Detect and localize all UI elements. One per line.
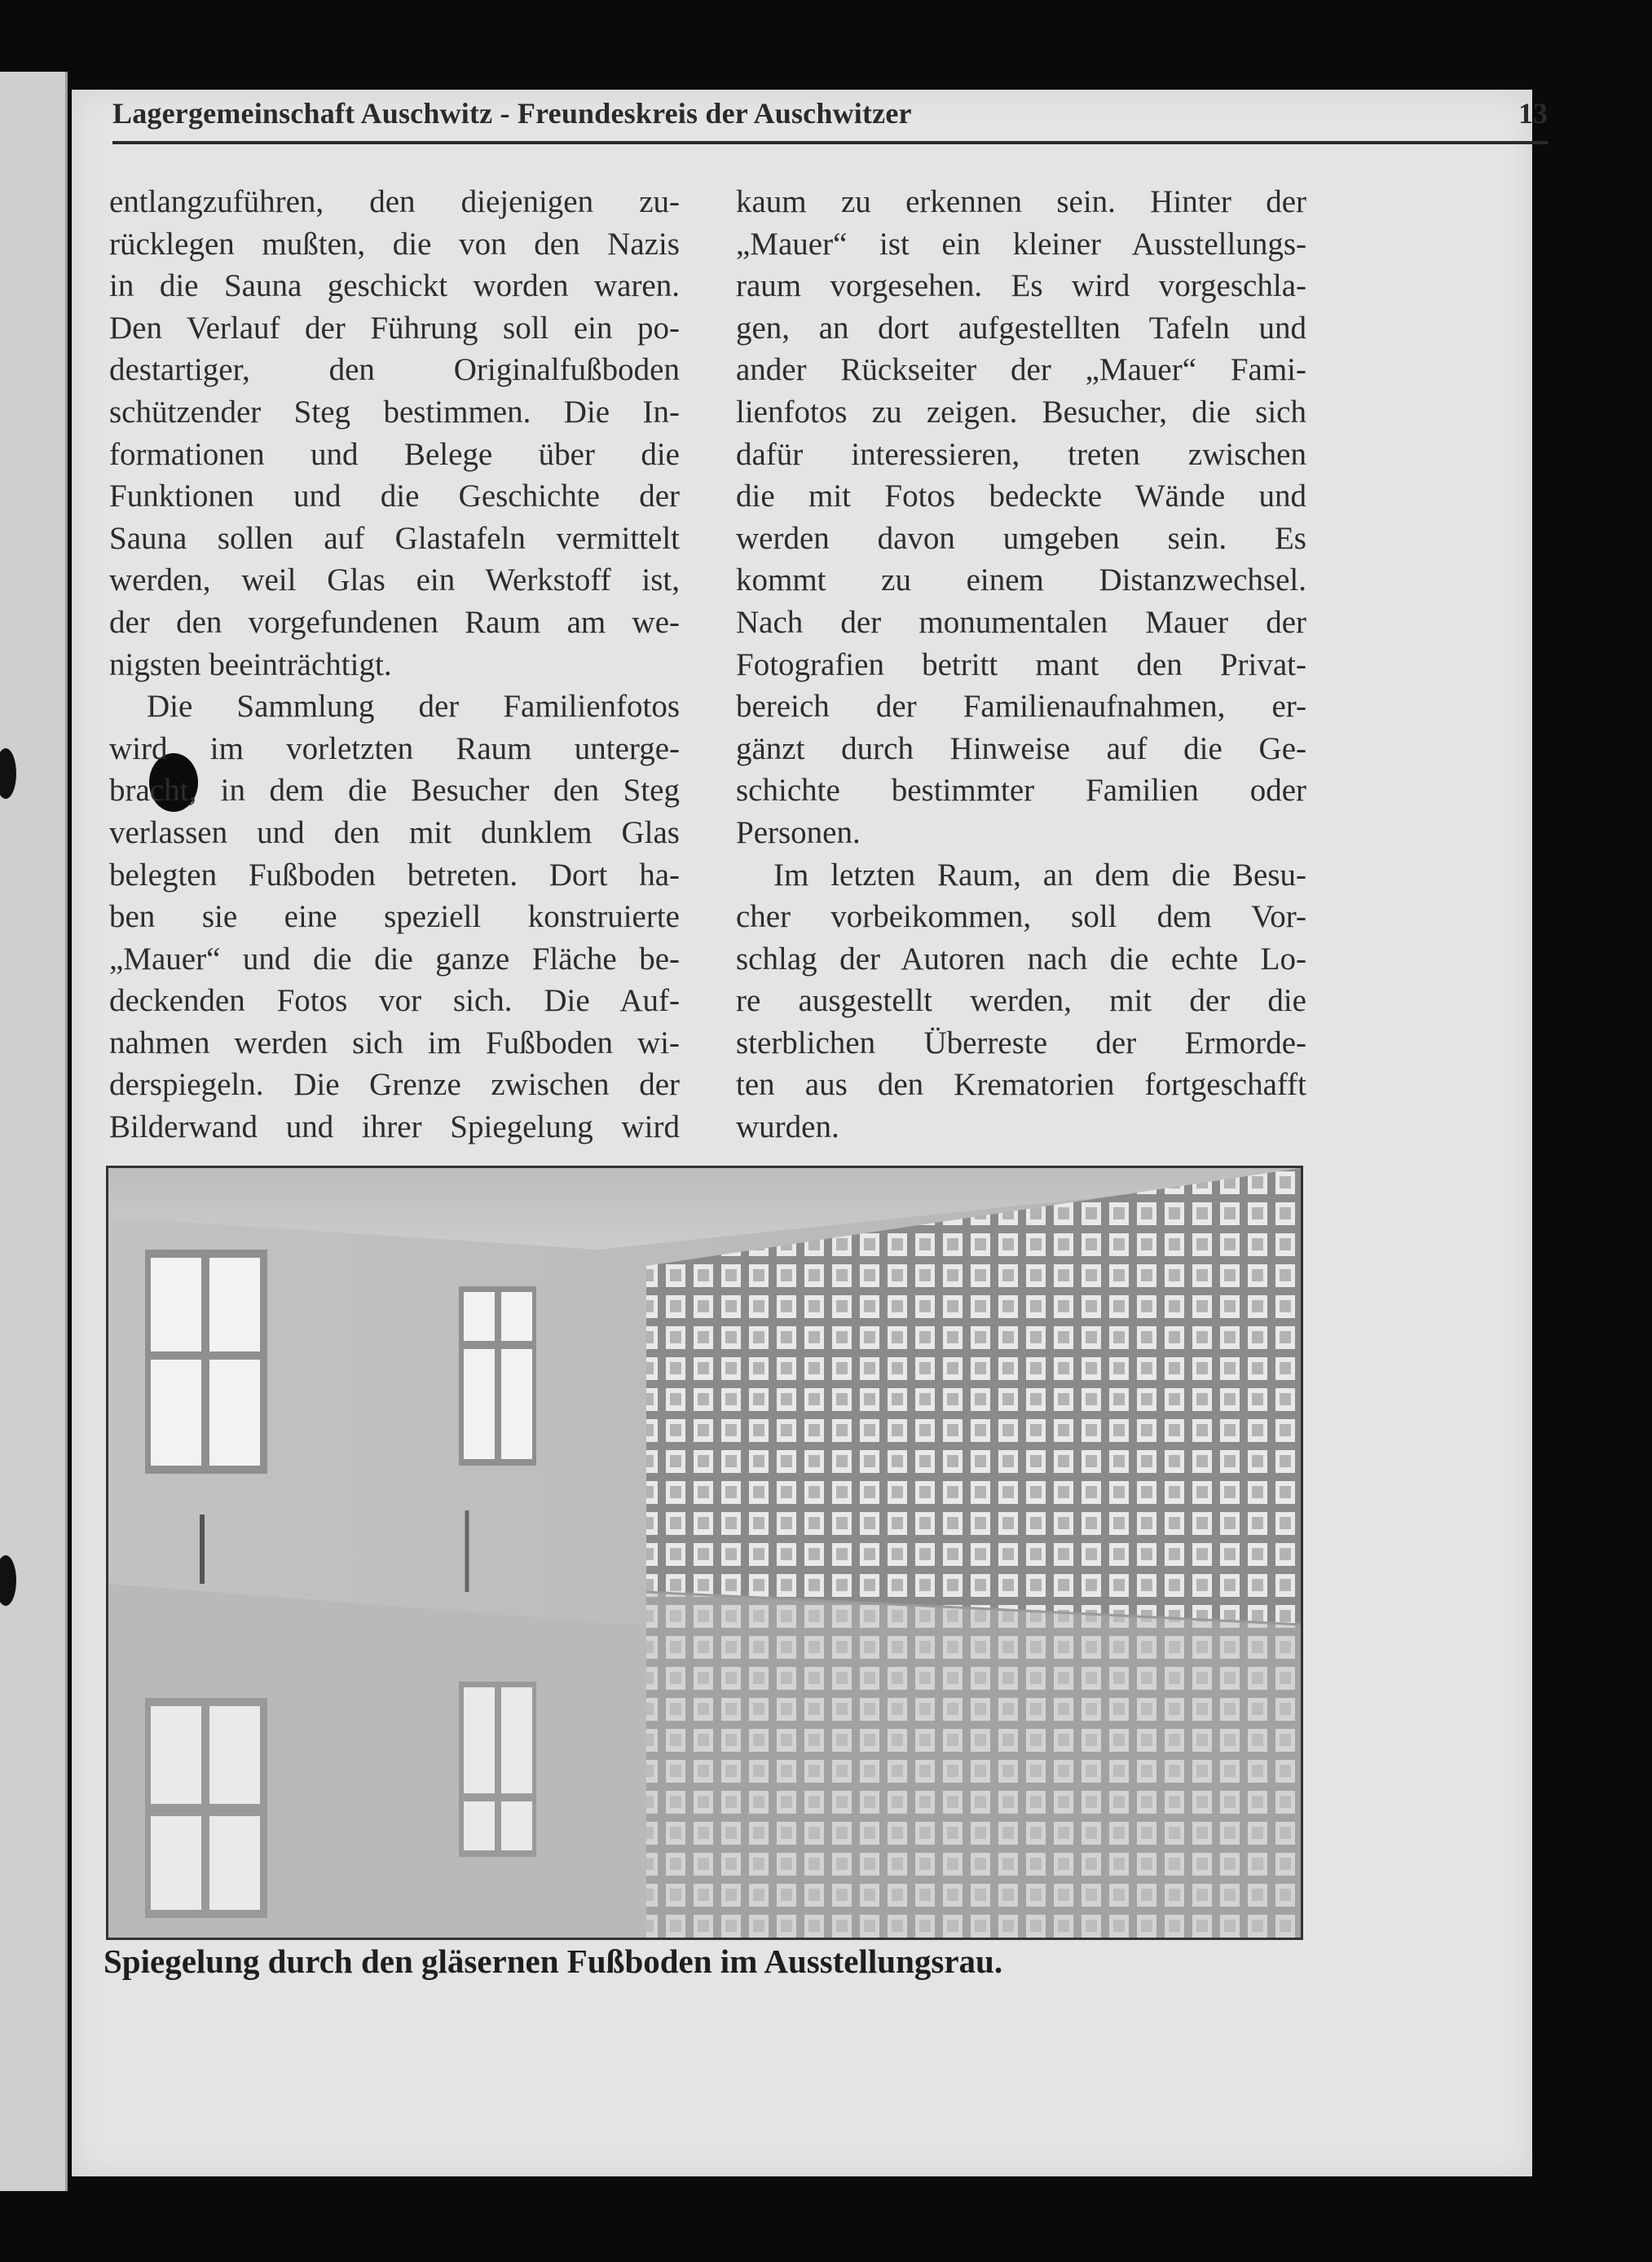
exhibition-photo-illustration	[108, 1168, 1301, 1938]
text-line: dafür interessieren, treten zwischen	[736, 436, 1306, 472]
text-line: die mit Fotos bedeckte Wände und	[736, 478, 1306, 514]
text-line: Die Sammlung der Familienfotos	[147, 689, 680, 725]
text-line: Im letzten Raum, an dem die Besu-	[773, 857, 1306, 893]
text-line: in die Sauna geschickt worden waren.	[109, 268, 680, 304]
text-line: nigsten beeinträchtigt.	[109, 646, 392, 682]
text-line: deckenden Fotos vor sich. Die Auf-	[109, 983, 680, 1019]
text-line: kommt zu einem Distanzwechsel.	[736, 562, 1306, 598]
text-line: raum vorgesehen. Es wird vorgeschla-	[736, 268, 1306, 304]
running-header-title: Lagergemeinschaft Auschwitz - Freundeskreis der Auschwitzer	[112, 97, 912, 130]
text-line: gen, an dort aufgestellten Tafeln und	[736, 310, 1306, 346]
text-line: schützender Steg bestimmen. Die In-	[109, 394, 680, 430]
text-line: rücklegen mußten, die von den Nazis	[109, 226, 680, 262]
text-line: kaum zu erkennen sein. Hinter der	[736, 184, 1306, 219]
text-line: „Mauer“ ist ein kleiner Ausstellungs-	[736, 226, 1306, 262]
text-line: entlangzuführen, den diejenigen zu-	[109, 184, 680, 219]
text-line: der den vorgefundenen Raum am we-	[109, 604, 680, 640]
header-rule	[112, 141, 1548, 144]
text-line: nahmen werden sich im Fußboden wi-	[109, 1025, 680, 1060]
photo-caption: Spiegelung durch den gläsernen Fußboden im Ausstellungsrau.	[104, 1942, 1003, 1980]
text-line: re ausgestellt werden, mit der die	[736, 983, 1306, 1019]
text-line: cher vorbeikommen, soll dem Vor-	[736, 899, 1306, 935]
text-line: wurden.	[736, 1109, 839, 1145]
text-line: ten aus den Krematorien fortgeschafft	[736, 1067, 1306, 1103]
text-line: lienfotos zu zeigen. Besucher, die sich	[736, 394, 1306, 430]
exhibition-photo	[106, 1166, 1303, 1940]
text-line: bereich der Familienaufnahmen, er-	[736, 689, 1306, 725]
text-line: schlag der Autoren nach die echte Lo-	[736, 941, 1306, 977]
text-line: Fotografien betritt mant den Privat-	[736, 646, 1306, 682]
text-line: destartiger, den Originalfußboden	[109, 352, 680, 388]
text-line: „Mauer“ und die die ganze Fläche be-	[109, 941, 680, 977]
text-line: Bilderwand und ihrer Spiegelung wird	[109, 1109, 680, 1145]
text-column-right	[736, 181, 1306, 1149]
text-line: belegten Fußboden betreten. Dort ha-	[109, 857, 680, 893]
text-line: Funktionen und die Geschichte der	[109, 478, 680, 514]
text-line: Sauna sollen auf Glastafeln vermittelt	[109, 520, 680, 556]
text-line: werden, weil Glas ein Werkstoff ist,	[109, 562, 680, 598]
previous-page-edge	[0, 72, 68, 2191]
text-column-left	[109, 181, 680, 1149]
page-number: 13	[1518, 97, 1548, 130]
text-line: sterblichen Überreste der Ermorde-	[736, 1025, 1306, 1060]
text-line: Den Verlauf der Führung soll ein po-	[109, 310, 680, 346]
text-line: wird im vorletzten Raum unterge-	[109, 730, 680, 766]
text-line: schichte bestimmter Familien oder	[736, 773, 1306, 809]
text-line: gänzt durch Hinweise auf die Ge-	[736, 730, 1306, 766]
text-line: ander Rückseiter der „Mauer“ Fami-	[736, 352, 1306, 388]
text-line: Personen.	[736, 814, 861, 850]
text-line: derspiegeln. Die Grenze zwischen der	[109, 1067, 680, 1103]
text-line: werden davon umgeben sein. Es	[736, 520, 1306, 556]
text-line: Nach der monumentalen Mauer der	[736, 604, 1306, 640]
text-line: ben sie eine speziell konstruierte	[109, 899, 680, 935]
text-line: bracht, in dem die Besucher den Steg	[109, 773, 680, 809]
text-line: formationen und Belege über die	[109, 436, 680, 472]
text-line: verlassen und den mit dunklem Glas	[109, 814, 680, 850]
